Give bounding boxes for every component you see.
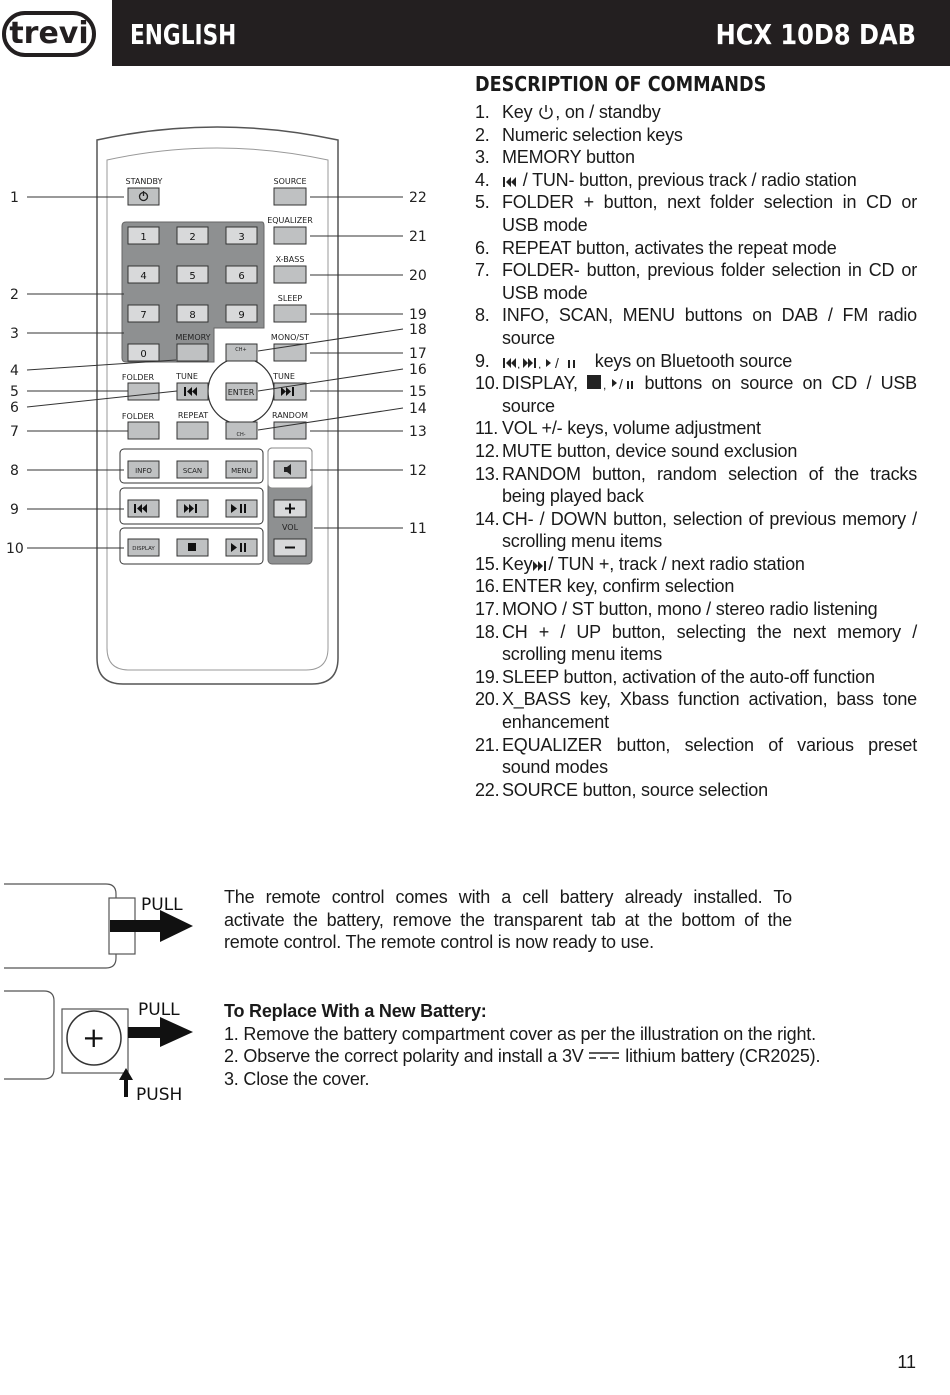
arrow-right-icon xyxy=(110,920,166,932)
list-item xyxy=(475,621,917,666)
item-number: 5. xyxy=(475,192,490,213)
lbl-menu: MENU xyxy=(231,467,252,475)
list-item xyxy=(475,734,917,779)
item-text: keys on Bluetooth source xyxy=(590,350,793,371)
list-item xyxy=(475,779,917,802)
random-button[interactable] xyxy=(274,422,306,439)
item-text: MUTE button, device sound exclusion xyxy=(502,440,798,461)
battery-compartment-figure xyxy=(0,985,200,1110)
list-item xyxy=(475,666,917,689)
push-label: PUSH xyxy=(136,1085,183,1105)
item-text: MONO / ST button, mono / stereo radio listening xyxy=(502,599,878,620)
callout-number: 6 xyxy=(10,400,19,416)
callout-number: 10 xyxy=(6,541,24,557)
lbl-equalizer: EQUALIZER xyxy=(267,216,313,225)
item-number: 14. xyxy=(475,508,500,529)
digit-label: 3 xyxy=(238,232,245,243)
item-text: / TUN- button, previous track / radio station xyxy=(518,169,857,190)
item-text: RANDOM button, random selection of the tracks being played back xyxy=(502,463,917,507)
pull-label: PULL xyxy=(138,1000,180,1020)
item-number: 2. xyxy=(475,124,490,145)
xbass-button[interactable] xyxy=(274,266,306,283)
repeat-button[interactable] xyxy=(177,422,208,439)
item-text: FOLDER- button, previous folder selection in CD or USB mode xyxy=(502,260,917,303)
lbl-tune-up: TUNE xyxy=(273,372,295,381)
callout-number: 20 xyxy=(409,268,427,284)
callout-number: 5 xyxy=(10,384,19,400)
digit-label: 6 xyxy=(238,271,245,282)
lbl-folder-down: FOLDER xyxy=(121,412,155,421)
equalizer-button[interactable] xyxy=(274,227,306,244)
plus-sign: + xyxy=(82,1021,106,1054)
item-text: SOURCE button, source selection xyxy=(502,779,768,800)
item-text: VOL +/- keys, volume adjustment xyxy=(502,418,761,439)
item-number: 13. xyxy=(475,463,500,484)
lbl-sleep: SLEEP xyxy=(277,294,303,303)
callout-number: 3 xyxy=(10,326,19,342)
item-text: INFO, SCAN, MENU buttons on DAB / FM radio source xyxy=(502,305,917,348)
lbl-memory: MEMORY xyxy=(175,333,211,342)
callout-number: 15 xyxy=(409,384,427,400)
lbl-scan: SCAN xyxy=(182,467,203,475)
replace-step xyxy=(224,1045,824,1068)
callout-number: 7 xyxy=(10,424,19,440)
svg-text:/: / xyxy=(555,356,559,369)
list-item xyxy=(475,440,917,463)
callout-number: 12 xyxy=(409,463,427,479)
lbl-folder-up: FOLDER xyxy=(121,373,155,382)
item-number: 22. xyxy=(475,779,500,800)
source-button[interactable] xyxy=(274,188,306,205)
list-item xyxy=(475,350,917,373)
lbl-info: INFO xyxy=(135,467,152,475)
list-item xyxy=(475,237,917,260)
brand-logo xyxy=(0,0,112,66)
digit-label: 8 xyxy=(189,310,196,321)
callout-number: 8 xyxy=(10,463,19,479)
item-text: MEMORY button xyxy=(502,147,635,168)
lbl-tune-down: TUNE xyxy=(176,372,198,381)
list-item xyxy=(475,169,917,192)
lbl-xbass: X-BASS xyxy=(275,255,305,264)
item-number: 11. xyxy=(475,418,499,439)
item-text: Key xyxy=(502,102,538,122)
item-text: buttons on source on CD / USB source xyxy=(502,373,917,416)
item-text: REPEAT button, activates the repeat mode xyxy=(502,237,837,258)
pull-tab-figure xyxy=(0,880,200,975)
list-item xyxy=(475,417,917,440)
item-text: DISPLAY, xyxy=(502,373,588,394)
lbl-ch-up: CH+ xyxy=(235,347,247,353)
remote-diagram xyxy=(0,118,440,698)
item-number: 10. xyxy=(475,373,500,394)
item-number: 9. xyxy=(475,350,490,371)
callout-number: 22 xyxy=(409,190,427,206)
item-text: Numeric selection keys xyxy=(502,124,683,145)
prev-track-icon xyxy=(502,170,518,190)
replace-step: 1. Remove the battery compartment cover as per the illustration on the right. xyxy=(224,1023,816,1044)
item-number: 8. xyxy=(475,305,490,326)
lbl-vol: VOL xyxy=(281,523,299,532)
logo-text: trevi xyxy=(9,16,89,51)
folder-up-button[interactable] xyxy=(128,383,159,400)
section-title: DESCRIPTION OF COMMANDS xyxy=(475,72,767,96)
folder-down-button[interactable] xyxy=(128,422,159,439)
item-number: 21. xyxy=(475,734,500,755)
item-text: ENTER key, confirm selection xyxy=(502,576,735,597)
replace-step: 3. Close the cover. xyxy=(224,1068,370,1089)
item-number: 12. xyxy=(475,440,500,461)
callout-number: 13 xyxy=(409,424,427,440)
item-text: FOLDER + button, next folder selection in CD or USB mode xyxy=(502,192,917,235)
callout-number: 4 xyxy=(10,363,19,379)
lbl-standby: STANDBY xyxy=(125,177,163,186)
item-number: 17. xyxy=(475,599,500,620)
list-item xyxy=(475,124,917,147)
list-item xyxy=(475,191,917,236)
step-text: 2. Observe the correct polarity and install a 3V xyxy=(224,1046,589,1067)
dc-symbol-icon xyxy=(588,1046,620,1066)
lbl-enter: ENTER xyxy=(227,388,255,397)
callout-number: 1 xyxy=(10,190,19,206)
digit-label: 4 xyxy=(140,271,147,282)
digit-label: 7 xyxy=(140,310,147,321)
item-number: 7. xyxy=(475,260,490,281)
item-number: 18. xyxy=(475,621,500,642)
item-number: 16. xyxy=(475,576,500,597)
list-item xyxy=(475,101,917,124)
callout-number: 14 xyxy=(409,401,427,417)
digit-label: 9 xyxy=(238,310,245,321)
lbl-random: RANDOM xyxy=(271,411,309,420)
digit-label: 0 xyxy=(140,349,147,360)
battery-note: The remote control comes with a cell battery already installed. To activate the battery, remove the transparent tab at the bottom of the remote control. The remote control is now ready to use. xyxy=(224,887,792,953)
item-text: EQUALIZER button, selection of various preset sound modes xyxy=(502,734,917,778)
callout-number: 16 xyxy=(409,362,427,378)
item-text: SLEEP button, activation of the auto-off function xyxy=(502,666,875,687)
memory-button[interactable] xyxy=(177,344,208,361)
callout-number: 21 xyxy=(409,229,427,245)
callout-number: 2 xyxy=(10,287,19,303)
item-text: X_BASS key, Xbass function activation, bass tone enhancement xyxy=(502,689,917,733)
list-item xyxy=(475,259,917,304)
list-item xyxy=(475,553,917,576)
digit-label: 5 xyxy=(189,271,196,282)
list-item xyxy=(475,372,917,417)
language-label: ENGLISH xyxy=(130,18,237,51)
item-text: / TUN +, track / next radio station xyxy=(548,553,805,574)
digit-label: 1 xyxy=(140,232,147,243)
list-item xyxy=(475,304,917,349)
callout-number: 9 xyxy=(10,502,19,518)
next-track-icon xyxy=(532,554,548,574)
list-item xyxy=(475,508,917,553)
list-item xyxy=(475,463,917,508)
item-number: 15. xyxy=(475,553,500,574)
replace-title: To Replace With a New Battery: xyxy=(224,1001,487,1021)
lbl-monost: MONO/ST xyxy=(270,333,310,342)
lbl-ch-down: CH- xyxy=(236,432,246,438)
pull-label: PULL xyxy=(141,895,183,915)
list-item xyxy=(475,146,917,169)
command-list xyxy=(475,101,917,801)
item-number: 1. xyxy=(475,102,490,122)
svg-text:/: / xyxy=(619,376,623,392)
list-item xyxy=(475,598,917,621)
svg-text:,: , xyxy=(517,356,521,369)
callout-number: 11 xyxy=(409,521,427,537)
battery-replace-instructions xyxy=(224,1000,824,1090)
item-number: 20. xyxy=(475,689,500,710)
item-text: CH + / UP button, selecting the next memory / scrolling menu items xyxy=(502,621,917,665)
lbl-repeat: REPEAT xyxy=(177,411,209,420)
item-number: 4. xyxy=(475,169,490,190)
callout-number: 19 xyxy=(409,307,427,323)
item-text: CH- / DOWN button, selection of previous memory / scrolling menu items xyxy=(502,508,917,552)
item-number: 19. xyxy=(475,666,500,687)
svg-text:,: , xyxy=(538,356,542,369)
callout-number: 18 xyxy=(409,322,427,338)
item-number: 6. xyxy=(475,237,490,258)
callout-number: 17 xyxy=(409,346,427,362)
page-header xyxy=(0,0,950,66)
standby-button[interactable] xyxy=(128,188,159,205)
list-item xyxy=(475,575,917,598)
step-text: lithium battery (CR2025). xyxy=(620,1046,821,1067)
lbl-display: DISPLAY xyxy=(132,546,155,552)
list-item xyxy=(475,688,917,733)
lbl-source: SOURCE xyxy=(273,177,307,186)
item-text: Key xyxy=(502,553,533,574)
bt-keys-icons xyxy=(502,351,590,371)
page-number: 11 xyxy=(897,1352,916,1372)
power-icon xyxy=(537,102,555,122)
sleep-button[interactable] xyxy=(274,305,306,322)
stop-play-pause-icons xyxy=(587,373,635,393)
digit-label: 2 xyxy=(189,232,196,243)
svg-text:,: , xyxy=(603,378,607,392)
item-number: 3. xyxy=(475,147,490,168)
model-label: HCX 10D8 DAB xyxy=(715,18,916,51)
item-text: , on / standby xyxy=(555,102,661,122)
